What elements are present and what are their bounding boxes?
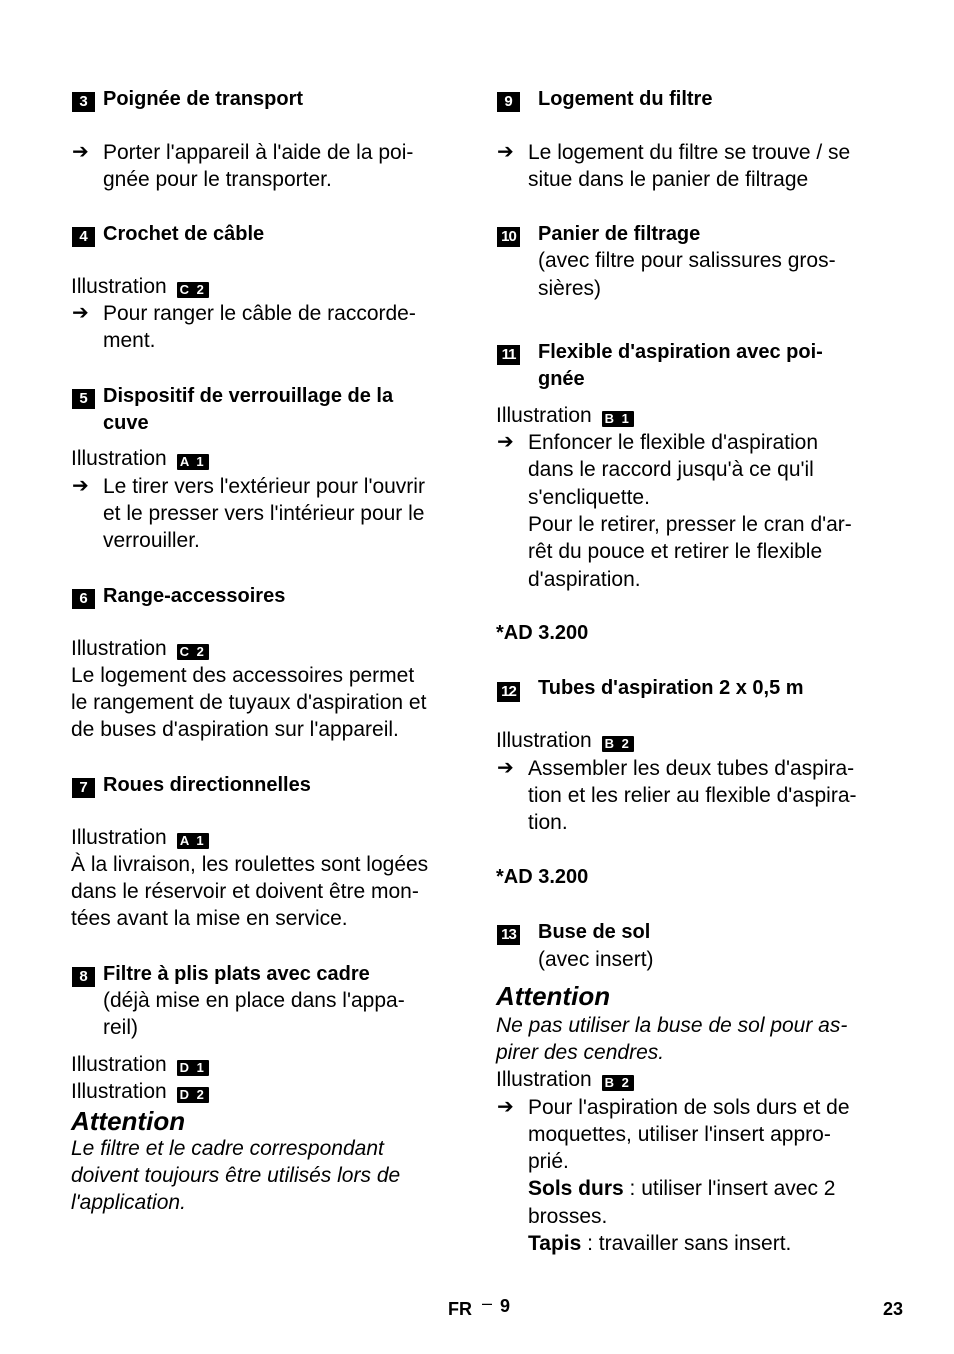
illustration-badge: D 1 [177,1060,209,1076]
illustration-ref: Illustration A 1 [71,445,209,472]
section-title: gnée [538,368,585,390]
section-title: Filtre à plis plats avec cadre [103,963,370,985]
arrow-right-icon: ➔ [72,475,89,497]
section-number-12: 12 [497,682,520,702]
instruction-line: verrouiller. [103,529,200,552]
instruction-line: prié. [528,1150,569,1173]
instruction-line: tion. [528,811,568,834]
section-title: Dispositif de verrouillage de la [103,385,394,407]
paragraph-line: Le logement des accessoires permet [71,664,415,687]
instruction-line: Tapis : travailler sans insert. [528,1232,792,1255]
instruction-line: situe dans le panier de filtrage [528,168,809,191]
instruction-line: ment. [103,329,156,352]
section-subtitle: (déjà mise en place dans l'appa- [103,989,405,1012]
illustration-ref: Illustration C 2 [71,635,209,662]
instruction-line: Le tirer vers l'extérieur pour l'ouvrir [103,475,425,498]
section-subtitle: sières) [538,277,602,300]
illustration-badge: C 2 [177,644,209,660]
section-subtitle: (avec insert) [538,948,654,971]
attention-heading: Attention [496,981,611,1011]
illustration-ref: Illustration A 1 [71,824,209,851]
section-title: cuve [103,412,149,434]
paragraph-line: À la livraison, les roulettes sont logées [71,853,429,876]
attention-text: pirer des cendres. [496,1041,665,1064]
illustration-badge: A 1 [177,833,209,849]
section-number-11: 11 [497,345,520,365]
attention-text: Ne pas utiliser la buse de sol pour as- [496,1014,848,1037]
paragraph-line: le rangement de tuyaux d'aspiration et [71,691,427,714]
paragraph-line: de buses d'aspiration sur l'appareil. [71,718,399,741]
instruction-line: et le presser vers l'intérieur pour le [103,502,425,525]
arrow-right-icon: ➔ [497,141,514,163]
illustration-badge: B 2 [602,1075,634,1091]
section-number-3: 3 [72,92,95,112]
illustration-badge: B 2 [602,736,634,752]
instruction-line: Pour le retirer, presser le cran d'ar- [528,513,852,536]
illustration-ref: Illustration D 1 [71,1051,209,1078]
section-number-7: 7 [72,778,95,798]
attention-heading: Attention [71,1106,186,1136]
instruction-line: s'encliquette. [528,486,650,509]
instruction-line: Pour l'aspiration de sols durs et de [528,1096,850,1119]
footer-section-page: 9 [500,1296,511,1316]
instruction-line: Enfoncer le flexible d'aspiration [528,431,819,454]
instruction-line: Le logement du filtre se trouve / se [528,141,851,164]
instruction-line: moquettes, utiliser l'insert appro- [528,1123,831,1146]
illustration-badge: A 1 [177,454,209,470]
illustration-badge: C 2 [177,282,209,298]
section-subtitle: reil) [103,1016,138,1039]
instruction-line: d'aspiration. [528,568,641,591]
section-number-8: 8 [72,967,95,987]
illustration-ref: Illustration B 2 [496,727,634,754]
footer-language: FR [448,1299,472,1319]
arrow-right-icon: ➔ [72,302,89,324]
model-note: *AD 3.200 [496,866,589,888]
attention-text: doivent toujours être utilisés lors de [71,1164,401,1187]
section-number-6: 6 [72,589,95,609]
footer-dash: – [482,1293,493,1313]
section-title: Tubes d'aspiration 2 x 0,5 m [538,677,804,699]
instruction-line: rêt du pouce et retirer le flexible [528,540,823,563]
section-number-13: 13 [497,925,520,945]
instruction-line: Pour ranger le câble de raccorde- [103,302,416,325]
illustration-badge: D 2 [177,1087,209,1103]
section-title: Panier de filtrage [538,223,701,245]
illustration-ref: Illustration B 1 [496,402,634,429]
instruction-line: Assembler les deux tubes d'aspira- [528,757,855,780]
section-number-10: 10 [497,227,520,247]
illustration-badge: B 1 [602,411,634,427]
arrow-right-icon: ➔ [497,1096,514,1118]
arrow-right-icon: ➔ [72,141,89,163]
model-note: *AD 3.200 [496,622,589,644]
attention-text: Le filtre et le cadre correspondant [71,1137,384,1160]
instruction-line: Porter l'appareil à l'aide de la poi- [103,141,414,164]
paragraph-line: tées avant la mise en service. [71,907,348,930]
illustration-ref: Illustration C 2 [71,273,209,300]
instruction-line: tion et les relier au flexible d'aspira- [528,784,857,807]
section-number-4: 4 [72,227,95,247]
section-subtitle: (avec filtre pour salissures gros- [538,249,836,272]
section-title: Crochet de câble [103,223,265,245]
instruction-line: dans le raccord jusqu'à ce qu'il [528,458,814,481]
illustration-ref: Illustration D 2 [71,1078,209,1105]
section-title: Poignée de transport [103,88,304,110]
section-title: Roues directionnelles [103,774,311,796]
illustration-ref: Illustration B 2 [496,1066,634,1093]
section-title: Buse de sol [538,921,651,943]
arrow-right-icon: ➔ [497,431,514,453]
attention-text: l'application. [71,1191,186,1214]
section-number-9: 9 [497,92,520,112]
paragraph-line: dans le réservoir et doivent être mon- [71,880,419,903]
arrow-right-icon: ➔ [497,757,514,779]
instruction-line: brosses. [528,1205,608,1228]
section-number-5: 5 [72,389,95,409]
section-title: Range-accessoires [103,585,286,607]
instruction-line: gnée pour le transporter. [103,168,332,191]
section-title: Logement du filtre [538,88,713,110]
section-title: Flexible d'aspiration avec poi- [538,341,823,363]
page-number: 23 [883,1299,904,1319]
instruction-line: Sols durs : utiliser l'insert avec 2 [528,1177,836,1200]
